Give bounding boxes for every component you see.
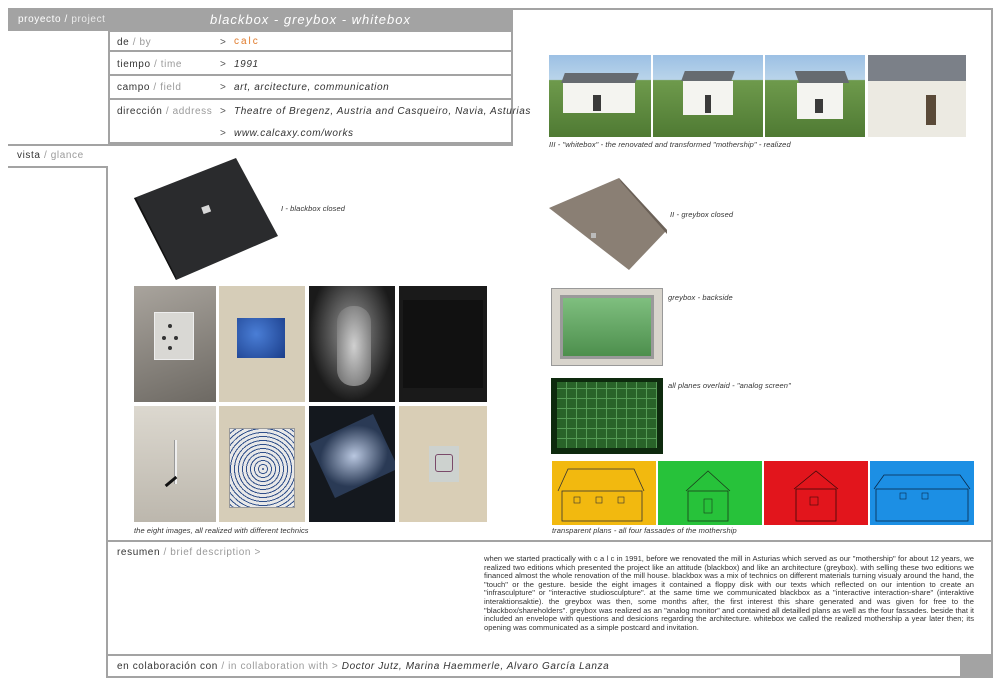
house-photo-1[interactable] [549,55,651,137]
frame-border [991,8,993,678]
plan-facade-yellow[interactable] [552,461,656,525]
eight-image-3[interactable] [309,286,395,402]
project-tab-sep: / [64,14,68,25]
eight-image-2[interactable] [219,286,305,402]
plan-facade-green[interactable] [658,461,762,525]
eight-image-5[interactable] [134,406,216,522]
blackbox-closed-photo[interactable] [134,158,278,280]
brief-description: when we started practically with c a l c in 1991, before we renovated the mill in Asturias which served as our "mothership" for about 12 years, we realized two editions which presented the project like an attitude (blackbox) and like an architecture (greybox). with selling these two editions we financed almost the whole renovation of the mill house. blackbox was a mix of technics on different materials turning visualy around the hand, the "touch" or the gesture. beside the eight images it contained a floppy disk with our texts which reflected on our intention to create an "infrasculpture" or "interactive studiosculpture". at the same time we communicated blackbox as a "interactive interaction-share" (interaktive interaktionsaktie). the greybox was then, some months after, the first interest this share generated and was given for free to the "blackbox/shareholders". greybox was realized as an "analog monitor" and contained all detailled plans as well as the four fassades. beside that it included an envelope with questions and desicions regarding the architecture. whitebox we called the realized mothership a year later then; its opening was communicated as a simple postcard and invitation. [484,554,974,632]
greybox-backside-photo[interactable] [551,288,663,366]
row-value-field: art, arcitecture, communication [234,82,390,93]
row-arrow: > [220,106,226,117]
caption-transparent-plans: transparent plans - all four fassades of the mothership [552,526,737,535]
row-value-by: calc [234,36,260,47]
divider [8,30,108,31]
divider [110,50,511,52]
frame-border [108,676,993,678]
website-link[interactable]: www.calcaxy.com/works [234,128,354,139]
divider [110,98,511,100]
caption-greybox-backside: greybox - backside [668,293,733,302]
divider [110,30,511,32]
row-arrow: > [220,37,226,48]
row-label-time: tiempo / time [117,59,183,70]
eight-image-4[interactable] [399,286,487,402]
row-value-time: 1991 [234,59,259,70]
caption-eight-images: the eight images, all realized with different technics [134,526,309,535]
divider [108,654,993,656]
frame-border [8,166,108,168]
collaborator-names: Doctor Jutz, Marina Haemmerle, Alvaro García Lanza [341,661,610,672]
house-photo-4[interactable] [868,55,966,137]
row-label-field: campo / field [117,82,182,93]
resumen-label: resumen / brief description > [117,547,261,558]
eight-image-6[interactable] [219,406,305,522]
caption-whitebox: III - "whitebox" - the renovated and transformed "mothership" - realized [549,140,791,149]
caption-greybox-closed: II - greybox closed [670,210,734,219]
page-title: blackbox - greybox - whitebox [110,10,511,30]
row-arrow: > [220,59,226,70]
frame-border [106,166,108,678]
plan-facade-blue[interactable] [870,461,974,525]
project-tab-label: proyecto [18,14,62,25]
row-label-address: dirección / address [117,106,213,117]
eight-image-7[interactable] [309,406,395,522]
divider [110,74,511,76]
house-photo-3[interactable] [765,55,865,137]
eight-image-1[interactable] [134,286,216,402]
project-tab[interactable] [8,8,108,30]
row-arrow: > [220,82,226,93]
plan-facade-red[interactable] [764,461,868,525]
frame-border [513,8,993,10]
analog-screen-photo[interactable] [551,378,663,454]
project-tab-sub: project [71,14,106,25]
frame-border [8,144,513,146]
caption-overlaid: all planes overlaid - "analog screen" [668,381,791,390]
eight-image-8[interactable] [399,406,487,522]
row-arrow: > [220,128,226,139]
caption-blackbox-closed: I - blackbox closed [281,204,346,213]
house-photo-2[interactable] [653,55,763,137]
vista-tab[interactable]: vista / glance [17,150,84,161]
divider [108,540,993,542]
row-value-address: Theatre of Bregenz, Austria and Casqueiro, Navia, Asturias [234,106,531,117]
row-label-by: de / by [117,37,152,48]
greybox-closed-photo[interactable] [549,178,667,270]
corner-block [960,656,993,678]
collaboration-line: en colaboración con / in collaboration with > Doctor Jutz, Marina Haemmerle, Alvaro García Lanza [117,661,610,672]
